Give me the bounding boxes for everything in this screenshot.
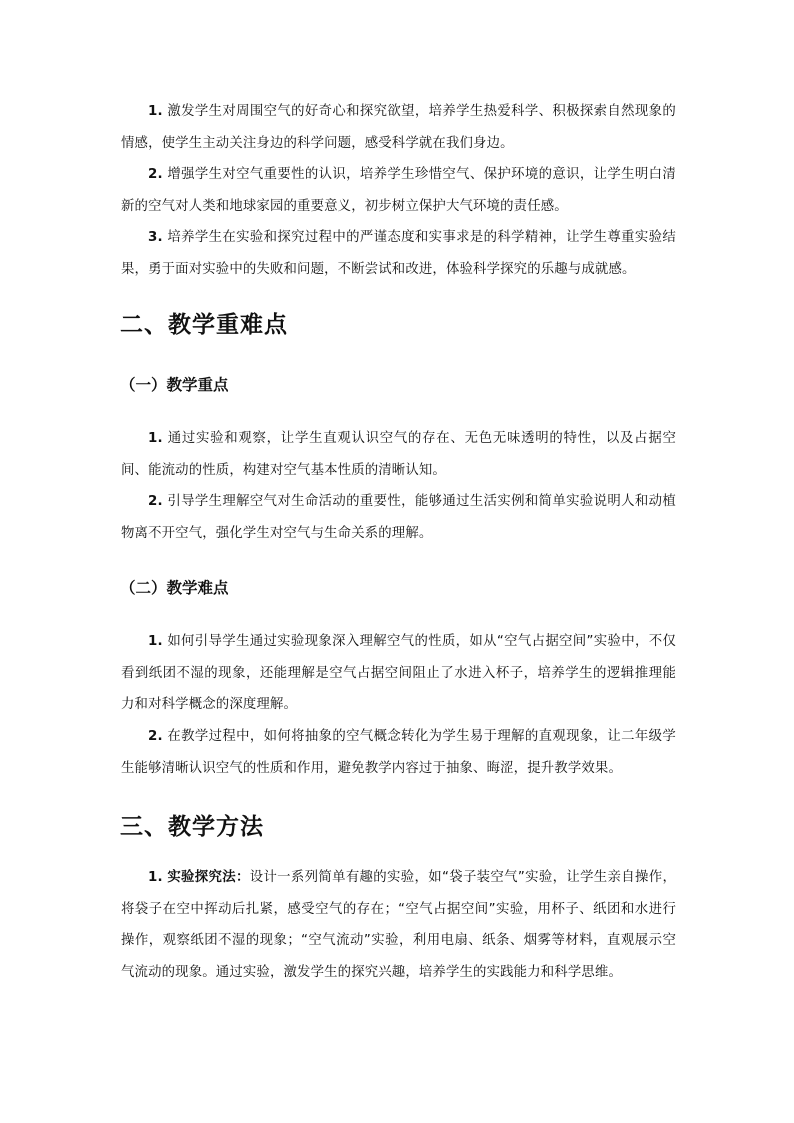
section-heading-teaching-methods: 三、教学方法 <box>120 814 264 840</box>
goal-item-2-text: 增强学生对空气重要性的认识，培养学生珍惜空气、保护环境的意识，让学生明白清新的空气对人类和地球家园的重要意义，初步树立保护大气环境的责任感。 <box>121 167 676 214</box>
key-point-item-1 <box>121 423 676 486</box>
key-point-item-2 <box>121 486 676 549</box>
subheading-difficult-points: （二）教学难点 <box>120 579 229 597</box>
method-item-1-text: 设计一系列简单有趣的实验，如“袋子装空气”实验，让学生亲自操作，将袋子在空中挥动后扎紧，感受空气的存在；“空气占据空间”实验，用杯子、纸团和水进行操作，观察纸团不湿的现象；“空气流动”实验，利用电扇、纸条、烟雾等材料，直观展示空气流动的现象。通过实验，激发学生的探究兴趣，培养学生的实践能力和科学思维。 <box>121 870 676 980</box>
goal-item-2 <box>121 159 676 222</box>
method-item-1 <box>121 862 676 988</box>
goal-item-3 <box>121 222 676 285</box>
difficult-point-item-1-number: 1. <box>148 634 163 649</box>
goal-item-1 <box>121 96 676 159</box>
difficult-point-item-2 <box>121 721 676 784</box>
goal-item-3-text: 培养学生在实验和探究过程中的严谨态度和实事求是的科学精神，让学生尊重实验结果，勇于面对实验中的失败和问题，不断尝试和改进，体验科学探究的乐趣与成就感。 <box>121 230 676 277</box>
subheading-key-points: （一）教学重点 <box>120 376 229 394</box>
key-point-item-2-text: 引导学生理解空气对生命活动的重要性，能够通过生活实例和简单实验说明人和动植物离不开空气，强化学生对空气与生命关系的理解。 <box>121 494 676 541</box>
goal-item-2-number: 2. <box>148 167 163 182</box>
section-heading-key-difficult-points: 二、教学重难点 <box>120 312 288 338</box>
goal-item-1-text: 激发学生对周围空气的好奇心和探究欲望，培养学生热爱科学、积极探索自然现象的情感，使学生主动关注身边的科学问题，感受科学就在我们身边。 <box>121 104 676 151</box>
difficult-point-item-1-text: 如何引导学生通过实验现象深入理解空气的性质，如从“空气占据空间”实验中，不仅看到纸团不湿的现象，还能理解是空气占据空间阻止了水进入杯子，培养学生的逻辑推理能力和对科学概念的深度理解。 <box>121 634 676 712</box>
method-item-1-label: 实验探究法： <box>167 870 250 885</box>
key-point-item-1-text: 通过实验和观察，让学生直观认识空气的存在、无色无味透明的特性，以及占据空间、能流动的性质，构建对空气基本性质的清晰认知。 <box>121 431 676 478</box>
goal-item-1-number: 1. <box>148 104 163 119</box>
difficult-point-item-1 <box>121 626 676 721</box>
difficult-point-item-2-number: 2. <box>148 729 163 744</box>
method-item-1-number: 1. <box>148 870 163 885</box>
goal-item-3-number: 3. <box>148 230 163 245</box>
difficult-point-item-2-text: 在教学过程中，如何将抽象的空气概念转化为学生易于理解的直观现象，让二年级学生能够清晰认识空气的性质和作用，避免教学内容过于抽象、晦涩，提升教学效果。 <box>121 729 676 776</box>
key-point-item-2-number: 2. <box>148 494 163 509</box>
key-point-item-1-number: 1. <box>148 431 163 446</box>
